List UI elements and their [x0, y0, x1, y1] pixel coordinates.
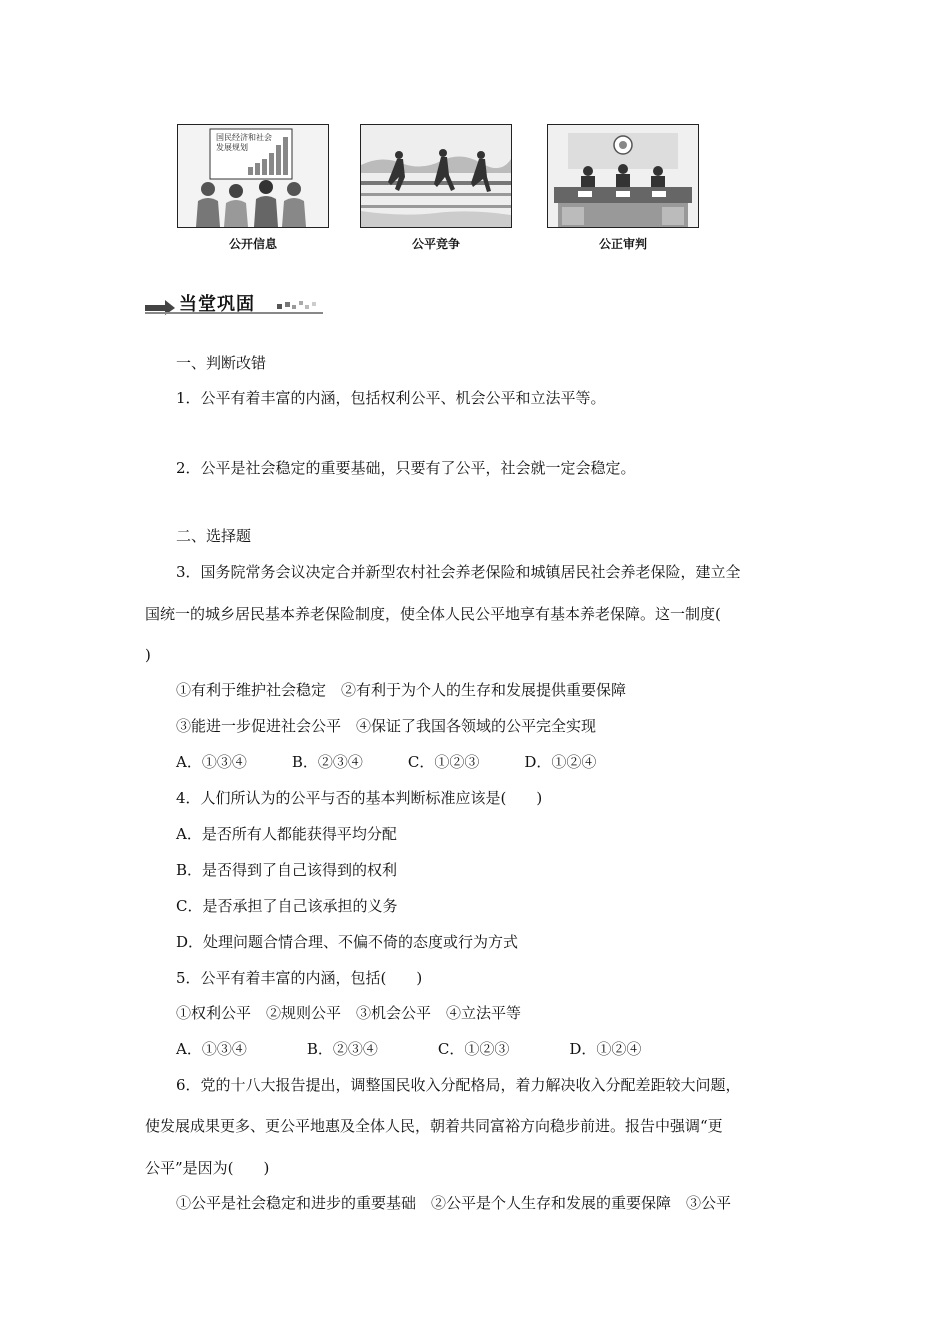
figure-public-info	[177, 124, 329, 252]
question-2: 2．公平是社会稳定的重要基础，只要有了公平，社会就一定会稳定。	[176, 459, 636, 477]
question-3-line-3: )	[145, 646, 151, 664]
section-title: 当堂巩固	[179, 294, 255, 315]
runners-icon	[361, 125, 511, 227]
courtroom-icon	[548, 125, 698, 227]
question-5-options: ①权利公平 ②规则公平 ③机会公平 ④立法平等	[176, 1004, 522, 1022]
bar-chart-people-icon	[178, 125, 328, 227]
question-5-answer-choices: A．①③④ B．②③④ C．①②③ D．①②④	[176, 1040, 642, 1058]
question-4-option-b: B．是否得到了自己该得到的权利	[176, 861, 398, 879]
section-label: 一、判断改错	[176, 354, 267, 372]
fair-competition-illustration	[360, 124, 512, 228]
question-3-option-line-2: ③能进一步促进社会公平 ④保证了我国各领域的公平完全实现	[176, 717, 597, 735]
question-3-option-line-1: ①有利于维护社会稳定 ②有利于为个人的生存和发展提供重要保障	[176, 681, 627, 699]
question-4-option-c: C．是否承担了自己该承担的义务	[176, 897, 398, 915]
figure-caption: 公开信息	[228, 237, 277, 251]
question-1: 1．公平有着丰富的内涵，包括权利公平、机会公平和立法平等。	[176, 389, 606, 407]
figure-fair-trial	[547, 124, 699, 252]
section-label: 二、选择题	[176, 527, 252, 545]
public-info-illustration	[177, 124, 329, 228]
question-4-option-d: D．处理问题合情合理、不偏不倚的态度或行为方式	[176, 933, 519, 951]
question-3-answer-choices: A．①③④ B．②③④ C．①②③ D．①②④	[176, 753, 597, 771]
question-5: 5．公平有着丰富的内涵，包括( )	[176, 969, 423, 987]
question-3-line-1: 3．国务院常务会议决定合并新型农村社会养老保险和城镇居民社会养老保险，建立全	[176, 563, 741, 581]
question-6-options: ①公平是社会稳定和进步的重要基础 ②公平是个人生存和发展的重要保障 ③公平	[176, 1194, 732, 1212]
svg-text:发展规划: 发展规划	[216, 143, 248, 152]
figure-caption: 公平竞争	[411, 237, 460, 251]
section-heading	[145, 290, 325, 316]
figure-caption: 公正审判	[598, 237, 647, 251]
question-6-line-2: 使发展成果更多、更公平地惠及全体人民，朝着共同富裕方向稳步前进。报告中强调“更	[145, 1117, 723, 1135]
fair-trial-illustration	[547, 124, 699, 228]
question-6-line-3: 公平”是因为( )	[145, 1159, 270, 1177]
question-4-option-a: A．是否所有人都能获得平均分配	[176, 825, 397, 843]
figure-fair-competition	[360, 124, 512, 252]
question-4: 4．人们所认为的公平与否的基本判断标准应该是( )	[176, 789, 543, 807]
figure-row	[177, 124, 702, 254]
svg-text:国民经济和社会: 国民经济和社会	[216, 133, 272, 142]
question-3-line-2: 国统一的城乡居民基本养老保险制度，使全体人民公平地享有基本养老保障。这一制度(	[145, 605, 721, 623]
question-6-line-1: 6．党的十八大报告提出，调整国民收入分配格局，着力解决收入分配差距较大问题，	[176, 1076, 741, 1094]
